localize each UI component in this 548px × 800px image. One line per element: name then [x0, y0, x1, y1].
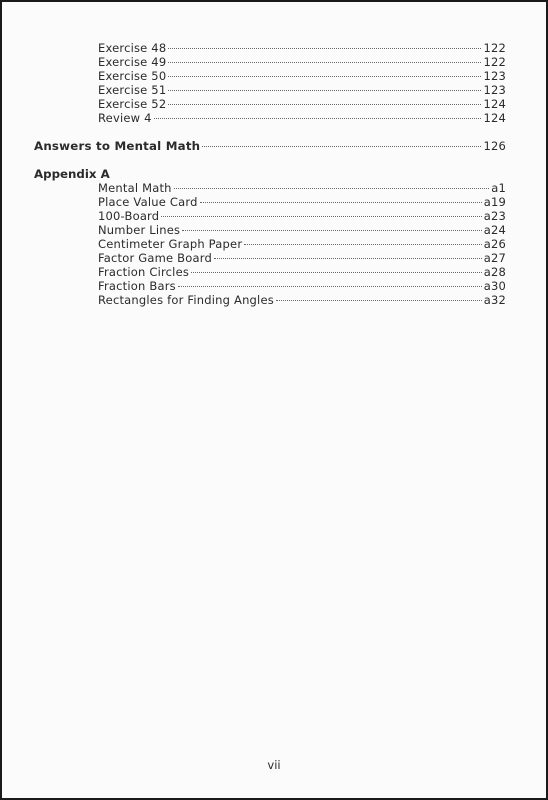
toc-page-number: a24 [483, 223, 506, 237]
toc-label: Exercise 51 [98, 83, 167, 97]
dot-leader [200, 202, 482, 203]
toc-page-number: a26 [483, 237, 506, 251]
toc-page-number: a28 [483, 265, 506, 279]
toc-entry-factor-game-board [98, 251, 506, 265]
toc-page-number: 122 [483, 41, 506, 55]
appendix-heading: Appendix A [34, 167, 110, 181]
page-number-footer: vii [267, 758, 281, 772]
toc-entry-exercise-51 [98, 83, 506, 97]
toc-label: Factor Game Board [98, 251, 212, 265]
toc-entry-100-board [98, 209, 506, 223]
toc-label: Centimeter Graph Paper [98, 237, 243, 251]
toc-page-number: 124 [483, 97, 506, 111]
toc-entry-number-lines [98, 223, 506, 237]
toc-section-label: Answers to Mental Math [34, 139, 201, 153]
toc-entry-fraction-bars [98, 279, 506, 293]
toc-entry-mental-math [98, 181, 506, 195]
dot-leader [168, 90, 481, 91]
toc-entry-exercise-50 [98, 69, 506, 83]
dot-leader [202, 146, 481, 147]
toc-entry-exercise-48 [98, 41, 506, 55]
toc-page-number: 123 [483, 83, 506, 97]
dot-leader [168, 104, 481, 105]
toc-entry-fraction-circles [98, 265, 506, 279]
toc-entry-centimeter-graph-paper [98, 237, 506, 251]
toc-label: Rectangles for Finding Angles [98, 293, 274, 307]
toc-page-number: 122 [483, 55, 506, 69]
dot-leader [191, 272, 482, 273]
toc-page-number: a19 [483, 195, 506, 209]
dot-leader [214, 258, 482, 259]
dot-leader [161, 216, 481, 217]
toc-label: 100-Board [98, 209, 160, 223]
toc-entry-exercise-52 [98, 97, 506, 111]
toc-label: Exercise 48 [98, 41, 167, 55]
dot-leader [174, 188, 490, 189]
toc-page-number: a1 [491, 181, 506, 195]
dot-leader [168, 62, 481, 63]
toc-entry-review-4 [98, 111, 506, 125]
toc-label: Exercise 52 [98, 97, 167, 111]
dot-leader [154, 118, 482, 119]
dot-leader [244, 244, 481, 245]
toc-label: Place Value Card [98, 195, 198, 209]
toc-entry-answers-to-mental-math [34, 139, 506, 153]
toc-page-number: 124 [483, 111, 506, 125]
toc-page-number: a32 [483, 293, 506, 307]
toc-label: Exercise 50 [98, 69, 167, 83]
toc-label: Review 4 [98, 111, 152, 125]
toc-entry-exercise-49 [98, 55, 506, 69]
dot-leader [178, 286, 482, 287]
toc-page-number: 123 [483, 69, 506, 83]
dot-leader [168, 48, 481, 49]
toc-page-number: a30 [483, 279, 506, 293]
toc-label: Fraction Circles [98, 265, 190, 279]
dot-leader [182, 230, 482, 231]
toc-label: Exercise 49 [98, 55, 167, 69]
toc-entry-place-value-card [98, 195, 506, 209]
toc-entry-rectangles-for-finding-angles [98, 293, 506, 307]
toc-page-number: a23 [483, 209, 506, 223]
toc-label: Number Lines [98, 223, 181, 237]
toc-page-number: 126 [483, 139, 506, 153]
toc-label: Mental Math [98, 181, 172, 195]
dot-leader [168, 76, 481, 77]
toc-label: Fraction Bars [98, 279, 176, 293]
toc-page-number: a27 [483, 251, 506, 265]
dot-leader [276, 300, 482, 301]
